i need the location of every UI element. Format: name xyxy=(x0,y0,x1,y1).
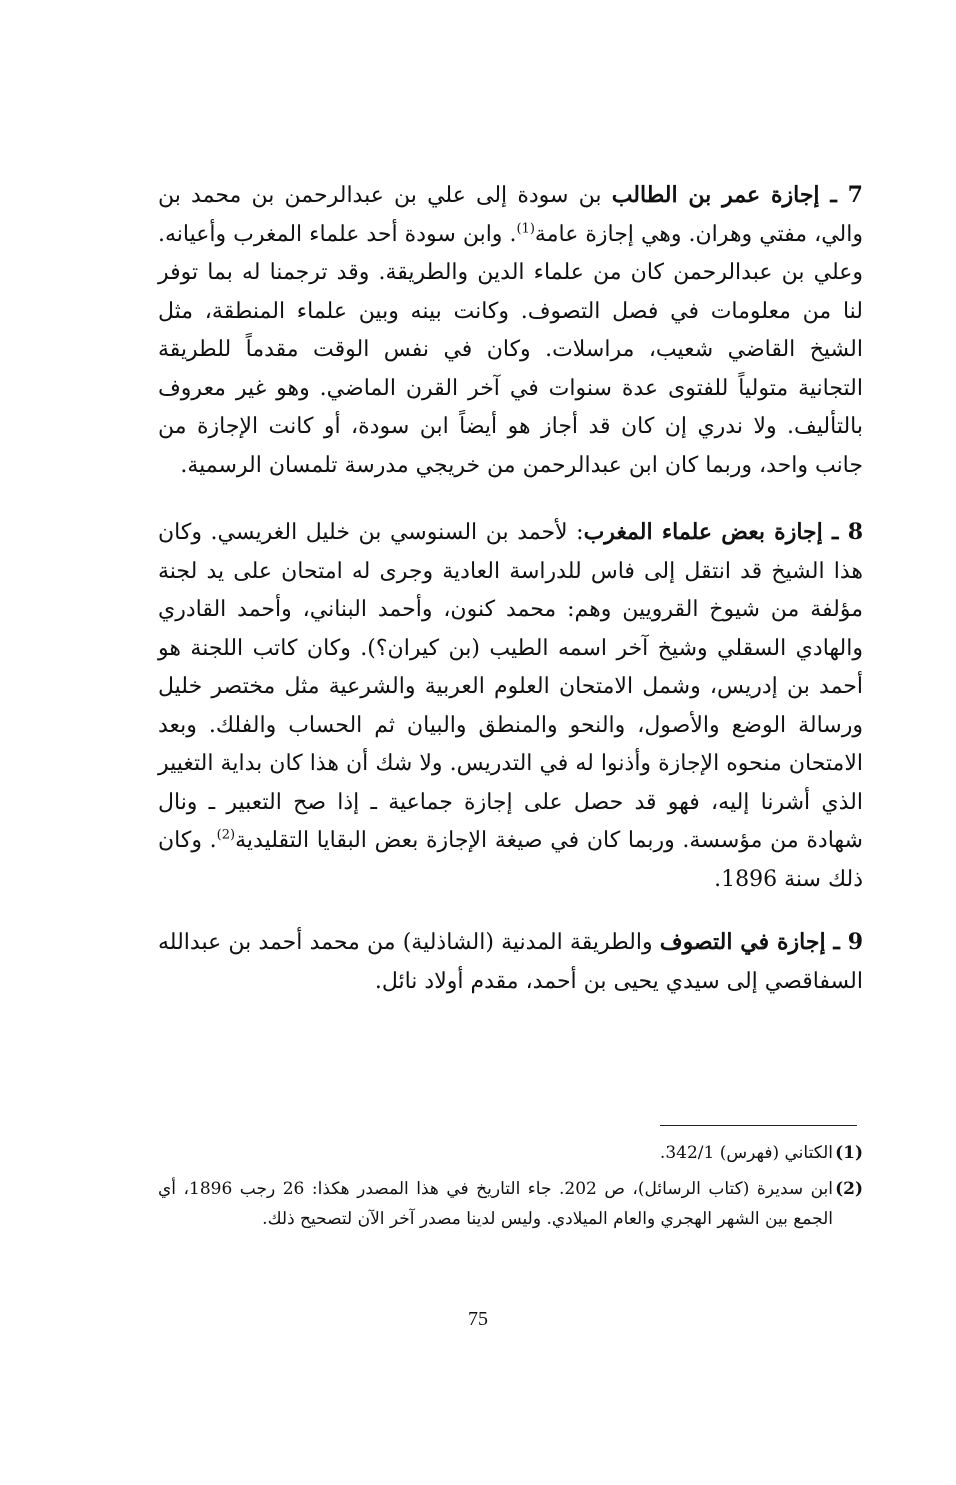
page-number: 75 xyxy=(468,1308,488,1330)
footnote-ref-2: (2) xyxy=(216,827,236,843)
paragraph-8-heading: 8 ـ إجازة بعض علماء المغرب xyxy=(583,519,863,545)
page-body xyxy=(158,176,863,1001)
paragraph-8 xyxy=(158,513,863,899)
paragraph-9-heading: 9 ـ إجازة في التصوف xyxy=(659,929,863,955)
paragraph-8-text-cont: . وكان ذلك سنة 1896. xyxy=(158,828,863,892)
paragraph-9 xyxy=(158,923,863,1001)
footnote-ref-1: (1) xyxy=(516,221,535,237)
footnote-1 xyxy=(158,1138,863,1168)
footnote-1-number: (1) xyxy=(835,1143,863,1163)
paragraph-7-heading: 7 ـ إجازة عمر بن الطالب xyxy=(611,182,863,208)
paragraph-7-text: بن سودة إلى علي بن عبدالرحمن بن محمد بن والي، مفتي وهران. وهي إجازة عامة xyxy=(158,183,863,247)
footnote-2 xyxy=(158,1174,863,1234)
footnote-2-text: ابن سديرة (كتاب الرسائل)، ص 202. جاء التاريخ في هذا المصدر هكذا: 26 رجب 1896، أي الجمع بين الشهر الهجري والعام الميلادي. وليس لدينا مصدر آخر الآن لتصحيح ذلك. xyxy=(158,1179,834,1229)
footnote-1-text: الكتاني (فهرس) 342/1. xyxy=(659,1143,833,1163)
footnote-2-number: (2) xyxy=(835,1179,863,1199)
paragraph-7-text-cont: . وابن سودة أحد علماء المغرب وأعيانه. وعلي بن عبدالرحمن كان من علماء الدين والطريقة. وقد ترجمنا له بما توفر لنا من معلومات في فصل التصوف. وكانت بينه وبين علماء المنطقة، مثل الشيخ القاضي شعيب، مراسلات. وكان في نفس الوقت مقدماً للطريقة التجانية متولياً للفتوى عدة سنوات في آخر القرن الماضي. وهو غير معروف بالتأليف. ولا ندري إن كان قد أجاز هو أيضاً ابن سودة، أو كانت الإجازة من جانب واحد، وربما كان ابن عبدالرحمن من خريجي مدرسة تلمسان الرسمية. xyxy=(158,221,863,478)
paragraph-9-text: والطريقة المدنية (الشاذلية) من محمد أحمد بن عبدالله السفاقصي إلى سيدي يحيى بن أحمد، مقدم أولاد نائل. xyxy=(158,930,863,994)
paragraph-7 xyxy=(158,176,863,485)
footnote-divider xyxy=(660,1125,857,1126)
paragraph-8-text: : لأحمد بن السنوسي بن خليل الغريسي. وكان هذا الشيخ قد انتقل إلى فاس للدراسة العادية وجرى له امتحان على يد لجنة مؤلفة من شيوخ القرويين وهم: محمد كنون، وأحمد البناني، وأحمد القادري والهادي السقلي وشيخ آخر اسمه الطيب (بن كيران؟). وكان كاتب اللجنة هو أحمد بن إدريس، وشمل الامتحان العلوم العربية والشرعية مثل مختصر خليل ورسالة الوضع والأصول، والنحو والمنطق والبيان ثم الحساب والفلك. وبعد الامتحان منحوه الإجازة وأذنوا له في التدريس. ولا شك أن هذا كان بداية التغيير الذي أشرنا إليه، فهو قد حصل على إجازة جماعية ـ إذا صح التعبير ـ ونال شهادة من مؤسسة. وربما كان في صيغة الإجازة بعض البقايا التقليدية xyxy=(158,520,863,853)
footnotes xyxy=(158,1138,863,1240)
